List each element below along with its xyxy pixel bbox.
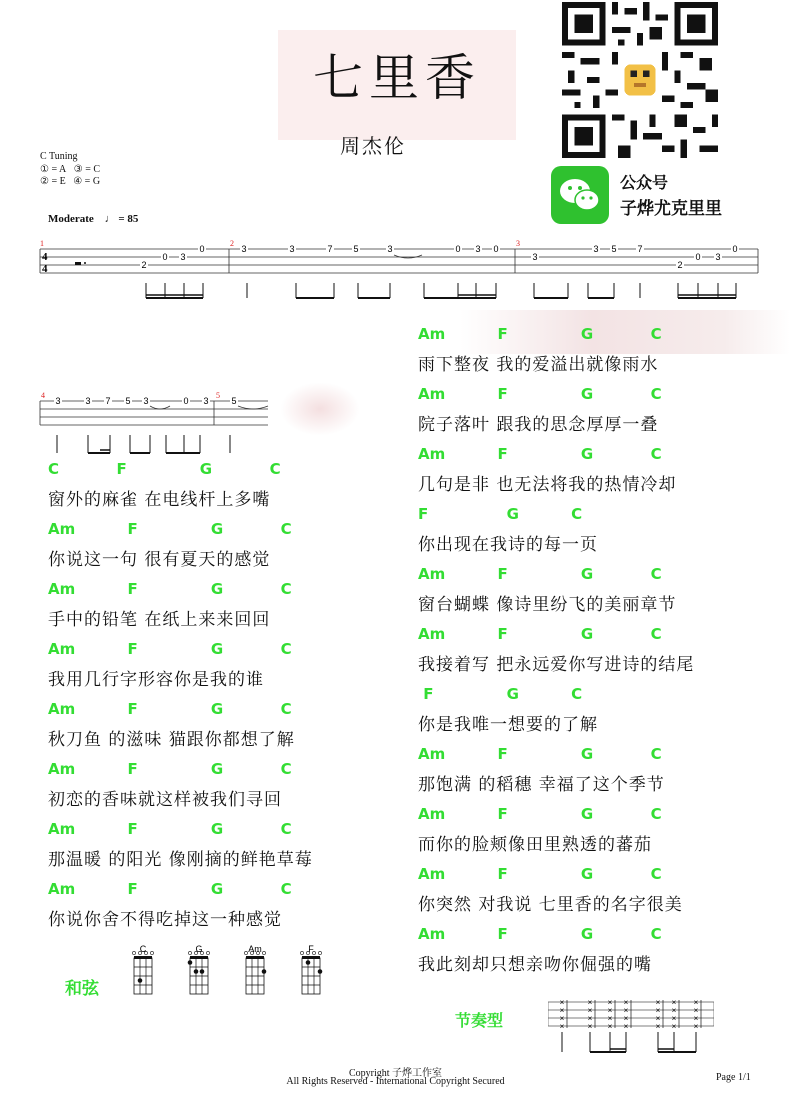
tab-fret-number: 5 [353,244,359,254]
chord-line: Am F G C [418,565,662,583]
tab-staff-row-1 [38,238,760,300]
qr-code-image [562,2,718,158]
chord-diagrams [120,940,330,1000]
svg-text:×: × [655,1014,661,1023]
chord-line: Am F G C [418,625,662,643]
svg-text:×: × [655,1022,661,1031]
song-title: 七里香 [313,49,481,107]
svg-text:×: × [587,1014,593,1023]
tab-fret-number: 3 [475,244,481,254]
svg-text:×: × [693,1006,699,1015]
chord-line: Am F G C [48,880,292,898]
footer-rights: All Rights Reserved - International Copyright Secured [286,1076,505,1087]
chord-diagrams-label: 和弦 [65,979,99,999]
tab-fret-number: 3 [203,396,209,406]
chord-line: Am F G C [418,325,662,343]
tab-fret-number: 0 [455,244,461,254]
quarter-note-icon: ♩ [104,213,116,225]
tab-fret-number: 3 [85,396,91,406]
tuning-title: C Tuning [40,151,78,162]
svg-text:×: × [587,998,593,1007]
svg-text:×: × [607,1014,613,1023]
svg-text:×: × [671,1022,677,1031]
tab-fret-number: 7 [105,396,111,406]
tab-fret-number: 3 [241,244,247,254]
svg-text:×: × [623,1014,629,1023]
chord-line: Am F G C [48,520,292,538]
rhythm-pattern [548,992,714,1056]
tab-fret-number: 0 [162,252,168,262]
tab-fret-number: 3 [715,252,721,262]
tab-fret-number: 3 [532,252,538,262]
svg-text:×: × [655,998,661,1007]
tab-fret-number: 3 [143,396,149,406]
lyric-line: 我接着写 把永远爱你写进诗的结尾 [418,655,695,675]
footer-copyright: Copyright 子烨工作室 [348,1068,443,1079]
chord-diagram-name: G [195,944,203,954]
chord-line: F G C [418,685,583,703]
chord-diagram-name: C [139,944,147,954]
tab-fret-number: 3 [593,244,599,254]
time-signature: 4 [42,251,48,263]
chord-line: Am F G C [418,925,662,943]
lyric-line: 初恋的香味就这样被我们寻回 [48,790,282,810]
svg-text:×: × [607,998,613,1007]
chord-line: Am F G C [418,445,662,463]
tab-fret-number: 2 [677,260,683,270]
tab-fret-number: 3 [387,244,393,254]
tab-fret-number: 0 [695,252,701,262]
svg-text:×: × [587,1006,593,1015]
svg-text:×: × [559,998,565,1007]
measure-number: 1 [40,239,44,248]
lyric-line: 而你的脸颊像田里熟透的蕃茄 [418,835,652,855]
lyric-line: 你出现在我诗的每一页 [418,535,598,555]
measure-number: 4 [41,391,45,400]
tab-fret-number: 0 [183,396,189,406]
chord-line: Am F G C [418,865,662,883]
tab-fret-number: 3 [55,396,61,406]
svg-text:×: × [607,1006,613,1015]
svg-text:×: × [623,1006,629,1015]
svg-text:×: × [559,1014,565,1023]
svg-text:×: × [623,998,629,1007]
svg-text:×: × [671,1006,677,1015]
svg-text:×: × [693,1022,699,1031]
tab-fret-number: 2 [141,260,147,270]
svg-text:×: × [671,998,677,1007]
lyric-line: 手中的铅笔 在纸上来来回回 [48,610,271,630]
chord-line: Am F G C [418,805,662,823]
svg-text:×: × [693,998,699,1007]
svg-text:×: × [623,1022,629,1031]
tuning-info [40,151,100,189]
chord-line: C F G C [48,460,281,478]
lyric-line: 那温暖 的阳光 像刚摘的鲜艳草莓 [48,850,313,870]
tuning-string-2: ② = E [40,176,66,187]
lyric-line: 你突然 对我说 七里香的名字很美 [418,895,683,915]
chord-line: F G C [418,505,583,523]
promo-label: 公众号 [620,173,669,192]
wechat-icon [551,166,609,224]
tempo-label: Moderate [48,213,94,225]
chord-line: Am F G C [48,760,292,778]
tuning-string-3: ③ = C [73,163,101,175]
lyric-line: 我此刻却只想亲吻你倔强的嘴 [418,955,652,975]
chord-line: Am F G C [48,580,292,598]
tab-fret-number: 0 [493,244,499,254]
watermark-blur [280,382,360,436]
svg-text:×: × [655,1006,661,1015]
lyric-line: 我用几行字形容你是我的谁 [48,670,264,690]
svg-text:×: × [671,1014,677,1023]
chord-line: Am F G C [48,700,292,718]
tab-fret-number: 5 [125,396,131,406]
rest-icon [75,262,81,265]
lyric-line: 那饱满 的稻穗 幸福了这个季节 [418,775,665,795]
tab-fret-number: 0 [732,244,738,254]
tab-fret-number: 3 [180,252,186,262]
promo-account-name: 子烨尤克里里 [620,199,722,219]
rhythm-pattern-label: 节奏型 [455,1011,504,1030]
tab-fret-number: 7 [637,244,643,254]
lyric-line: 雨下整夜 我的爱溢出就像雨水 [418,355,659,375]
tab-fret-number: 0 [199,244,205,254]
tab-fret-number: 7 [327,244,333,254]
lyric-line: 窗外的麻雀 在电线杆上多嘴 [48,490,271,510]
svg-text:×: × [693,1014,699,1023]
artist-name: 周杰伦 [340,134,406,158]
svg-text:×: × [559,1022,565,1031]
tempo-value: = 85 [118,213,139,225]
lyric-line: 窗台蝴蝶 像诗里纷飞的美丽章节 [418,595,677,615]
chord-line: Am F G C [48,640,292,658]
measure-number: 5 [216,391,220,400]
lyric-line: 你说这一句 很有夏天的感觉 [48,550,271,570]
lyric-line: 你说你舍不得吃掉这一种感觉 [48,910,282,930]
page-number: Page 1/1 [716,1072,751,1083]
chord-diagram-name: Am [248,944,262,954]
chord-line: Am F G C [48,820,292,838]
svg-text:×: × [587,1022,593,1031]
svg-text:×: × [607,1022,613,1031]
chord-diagram-name: F [308,944,314,954]
chord-line: Am F G C [418,745,662,763]
chord-line: Am F G C [418,385,662,403]
svg-text:×: × [559,1006,565,1015]
tab-staff-row-2 [38,390,270,458]
tab-fret-number: 3 [289,244,295,254]
tuning-string-1: ① = A [40,163,67,175]
time-signature: 4 [42,263,48,275]
lyric-line: 院子落叶 跟我的思念厚厚一叠 [418,415,659,435]
lyric-line: 你是我唯一想要的了解 [418,715,598,735]
lyric-line: 秋刀鱼 的滋味 猫跟你都想了解 [48,730,295,750]
measure-number: 3 [516,239,520,248]
tab-fret-number: 5 [231,396,237,406]
tempo-marking [48,213,138,225]
tab-fret-number: 5 [611,244,617,254]
measure-number: 2 [230,239,234,248]
tuning-string-4: ④ = G [73,176,101,187]
lyric-line: 几句是非 也无法将我的热情冷却 [418,475,677,495]
